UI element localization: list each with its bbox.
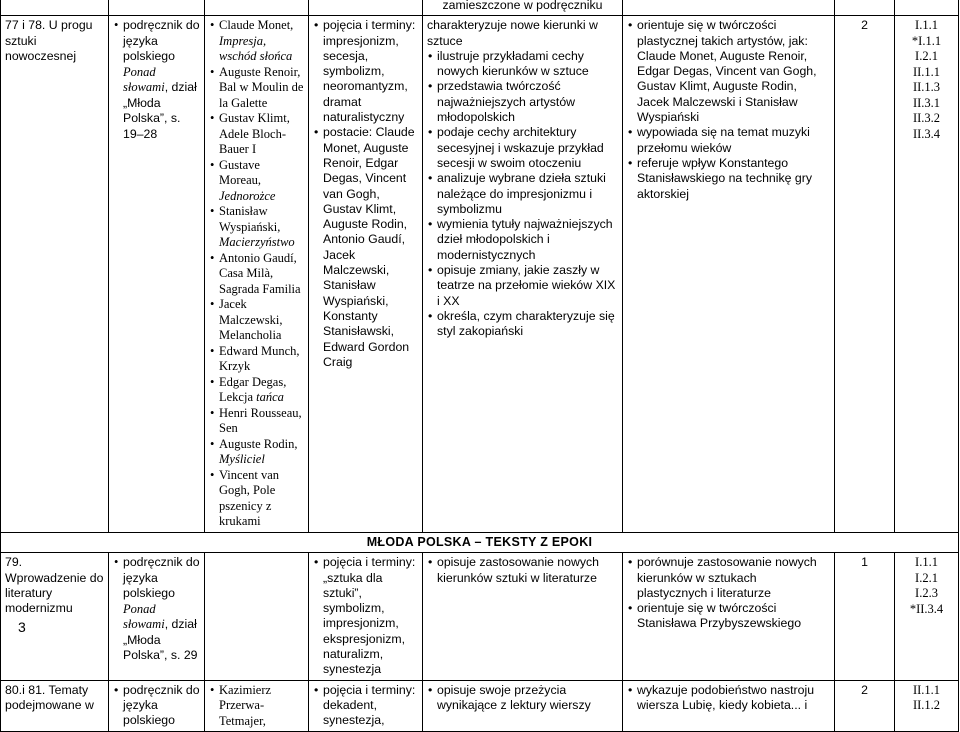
hours-cell: 2 bbox=[835, 680, 895, 732]
codes-cell: II.1.1 II.1.2 bbox=[895, 680, 959, 732]
source-item: • podręcznik do języka polskiego bbox=[113, 683, 200, 729]
extended-requirements-cell bbox=[623, 680, 835, 732]
artworks-cell bbox=[205, 680, 309, 732]
codes-cell: I.1.1 I.2.1 I.2.3 *II.3.4 bbox=[895, 553, 959, 680]
source-cell bbox=[109, 553, 205, 680]
list-item: • podaje cechy architektury secesyjnej i wskazuje przykład secesji w swoim otoczeniu bbox=[427, 125, 618, 171]
list-item: • postacie: Claude Monet, Auguste Renoir, Edgar Degas, Vincent van Gogh, Gustav Klimt, Auguste Rodin, Antonio Gaudí, Jacek Malczewski, Stanisław Wyspiański, Konstanty Stanisławski, Edward Gordon Craig bbox=[313, 125, 418, 370]
list-item: • orientuje się w twórczości plastycznej takich artystów, jak: Claude Monet, Auguste Renoir, Edgar Degas, Vincent van Gogh, Gustav Klimt, Auguste Rodin, Jacek Malczewski i Stanisław Wyspiański bbox=[627, 18, 830, 125]
artworks-cell bbox=[205, 16, 309, 533]
terms-cell bbox=[309, 553, 423, 680]
list-item: • Antonio Gaudí, Casa Milà, Sagrada Familia bbox=[209, 251, 304, 298]
list-item: • pojęcia i terminy: „sztuka dla sztuki”, symbolizm, impresjonizm, ekspresjonizm, naturalizm, synestezja bbox=[313, 555, 418, 677]
table-row bbox=[1, 553, 959, 680]
hours-cell: 1 bbox=[835, 553, 895, 680]
list-item: • Gustave Moreau, Jednorożce bbox=[209, 158, 304, 205]
list-item: • przedstawia twórczość najważniejszych artystów młodopolskich bbox=[427, 79, 618, 125]
terms-cell bbox=[309, 16, 423, 533]
section-heading: MŁODA POLSKA – TEKSTY Z EPOKI bbox=[1, 532, 959, 553]
list-item: • Vincent van Gogh, Pole pszenicy z krukami bbox=[209, 468, 304, 530]
list-item: • pojęcia i terminy: impresjonizm, secesja, symbolizm, neoromantyzm, dramat naturalistyczny bbox=[313, 18, 418, 125]
list-item: • referuje wpływ Konstantego Stanisławskiego na technikę gry aktorskiej bbox=[627, 156, 830, 202]
source-cell bbox=[109, 680, 205, 732]
list-item: • Edward Munch, Krzyk bbox=[209, 344, 304, 375]
list-item: • Claude Monet, Impresja, wschód słońca bbox=[209, 18, 304, 65]
lesson-cell: 80.i 81. Tematy podejmowane w bbox=[1, 680, 109, 732]
list-item: • Kazimierz Przerwa-Tetmajer, bbox=[209, 683, 304, 730]
list-item: • wypowiada się na temat muzyki przełomu wieków bbox=[627, 125, 830, 156]
section-heading-row bbox=[1, 532, 959, 553]
requirements-intro: charakteryzuje nowe kierunki w sztuce bbox=[427, 18, 598, 48]
terms-cell bbox=[309, 680, 423, 732]
list-item: • opisuje zmiany, jakie zaszły w teatrze na przełomie wieków XIX i XX bbox=[427, 263, 618, 309]
lesson-cell: 79. Wprowadzenie do literatury modernizmu bbox=[1, 553, 109, 680]
list-item: • opisuje zastosowanie nowych kierunków sztuki w literaturze bbox=[427, 555, 618, 586]
extended-requirements-cell bbox=[623, 553, 835, 680]
basic-requirements-cell bbox=[423, 16, 623, 533]
list-item: • porównuje zastosowanie nowych kierunków w sztukach plastycznych i literaturze bbox=[627, 555, 830, 601]
source-cell bbox=[109, 16, 205, 533]
artworks-cell bbox=[205, 553, 309, 680]
list-item: • Stanisław Wyspiański, Macierzyństwo bbox=[209, 204, 304, 251]
list-item: • Auguste Rodin, Myśliciel bbox=[209, 437, 304, 468]
page-number: 3 bbox=[18, 619, 26, 635]
table-row bbox=[1, 16, 959, 533]
list-item: • orientuje się w twórczości Stanisława Przybyszewskiego bbox=[627, 601, 830, 632]
basic-requirements-cell bbox=[423, 553, 623, 680]
header-note: zamieszczone w podręczniku bbox=[423, 0, 623, 16]
lesson-cell bbox=[1, 16, 109, 533]
list-item: • Gustav Klimt, Adele Bloch-Bauer I bbox=[209, 111, 304, 158]
list-item: • Auguste Renoir, Bal w Moulin de la Galette bbox=[209, 65, 304, 112]
list-item: • analizuje wybrane dzieła sztuki należące do impresjonizmu i symbolizmu bbox=[427, 171, 618, 217]
codes-cell: I.1.1 *I.1.1 I.2.1 II.1.1 II.1.3 II.3.1 II.3.2 II.3.4 bbox=[895, 16, 959, 533]
basic-requirements-cell bbox=[423, 680, 623, 732]
list-item: • wykazuje podobieństwo nastroju wiersza Lubię, kiedy kobieta... i bbox=[627, 683, 830, 714]
list-item: • opisuje swoje przeżycia wynikające z lektury wierszy bbox=[427, 683, 618, 714]
source-item: • podręcznik do języka polskiego Ponad słowami, dział „Młoda Polska”, s. 29 bbox=[113, 555, 200, 664]
extended-requirements-cell bbox=[623, 16, 835, 533]
list-item: • określa, czym charakteryzuje się styl zakopiański bbox=[427, 309, 618, 340]
list-item: • ilustruje przykładami cechy nowych kierunków w sztuce bbox=[427, 49, 618, 80]
list-item: • wymienia tytuły najważniejszych dzieł młodopolskich i modernistycznych bbox=[427, 217, 618, 263]
header-note-row bbox=[1, 0, 959, 16]
hours-cell: 2 bbox=[835, 16, 895, 533]
list-item: • pojęcia i terminy: dekadent, synestezja, bbox=[313, 683, 418, 729]
list-item: • Jacek Malczewski, Melancholia bbox=[209, 297, 304, 344]
source-item: • podręcznik do języka polskiego Ponad słowami, dział „Młoda Polska”, s. 19–28 bbox=[113, 18, 200, 142]
lesson-title: 77 i 78. U progu sztuki nowoczesnej bbox=[5, 18, 93, 63]
list-item: • Henri Rousseau, Sen bbox=[209, 406, 304, 437]
table-row bbox=[1, 680, 959, 732]
list-item: • Edgar Degas, Lekcja tańca bbox=[209, 375, 304, 406]
